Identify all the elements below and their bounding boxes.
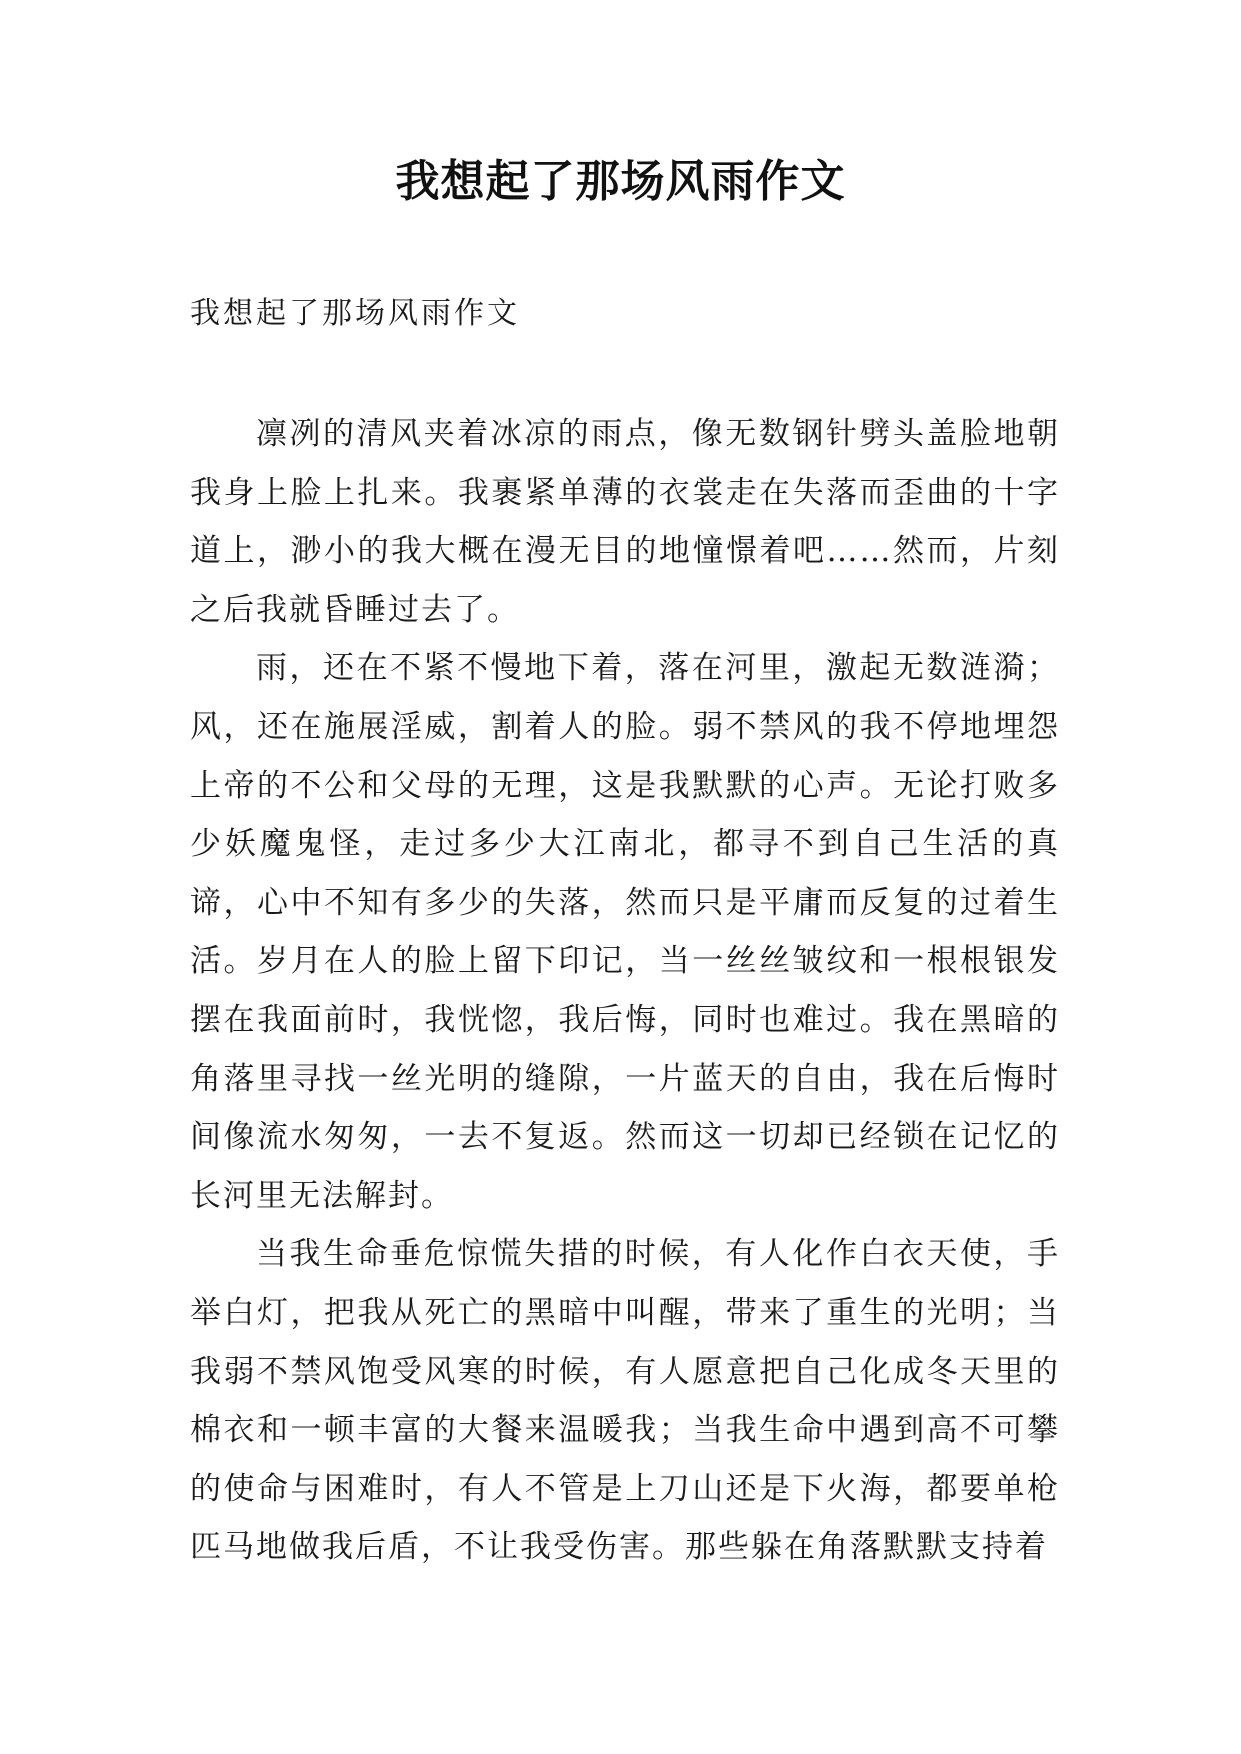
- document-title: 我想起了那场风雨作文: [395, 156, 846, 207]
- paragraph: 当我生命垂危惊慌失措的时候，有人化作白衣天使，手举白灯，把我从死亡的黑暗中叫醒，带来了重生的光明；当我弱不禁风饱受风寒的时候，有人愿意把自己化成冬天里的棉衣和一顿丰富的大餐来温暖我；当我生命中遇到高不可攀的使命与困难时，有人不管是上刀山还是下火海，都要单枪匹马地做我后盾，不让我受伤害。那些躲在角落默默支持着: [190, 1236, 1060, 1566]
- paragraph: 凛冽的清风夹着冰凉的雨点，像无数钢针劈头盖脸地朝我身上脸上扎来。我裹紧单薄的衣裳走在失落而歪曲的十字道上，渺小的我大概在漫无目的地憧憬着吧……然而，片刻之后我就昏睡过去了。: [190, 416, 1060, 628]
- document-subtitle: 我想起了那场风雨作文: [190, 296, 520, 331]
- paragraph: 雨，还在不紧不慢地下着，落在河里，激起无数涟漪；风，还在施展淫威，割着人的脸。弱不禁风的我不停地埋怨上帝的不公和父母的无理，这是我默默的心声。无论打败多少妖魔鬼怪，走过多少大江南北，都寻不到自己生活的真谛，心中不知有多少的失落，然而只是平庸而反复的过着生活。岁月在人的脸上留下印记，当一丝丝皱纹和一根根银发摆在我面前时，我恍惚，我后悔，同时也难过。我在黑暗的角落里寻找一丝光明的缝隙，一片蓝天的自由，我在后悔时间像流水匆匆，一去不复返。然而这一切却已经锁在记忆的长河里无法解封。: [190, 650, 1060, 1214]
- document-body: [190, 405, 1060, 1577]
